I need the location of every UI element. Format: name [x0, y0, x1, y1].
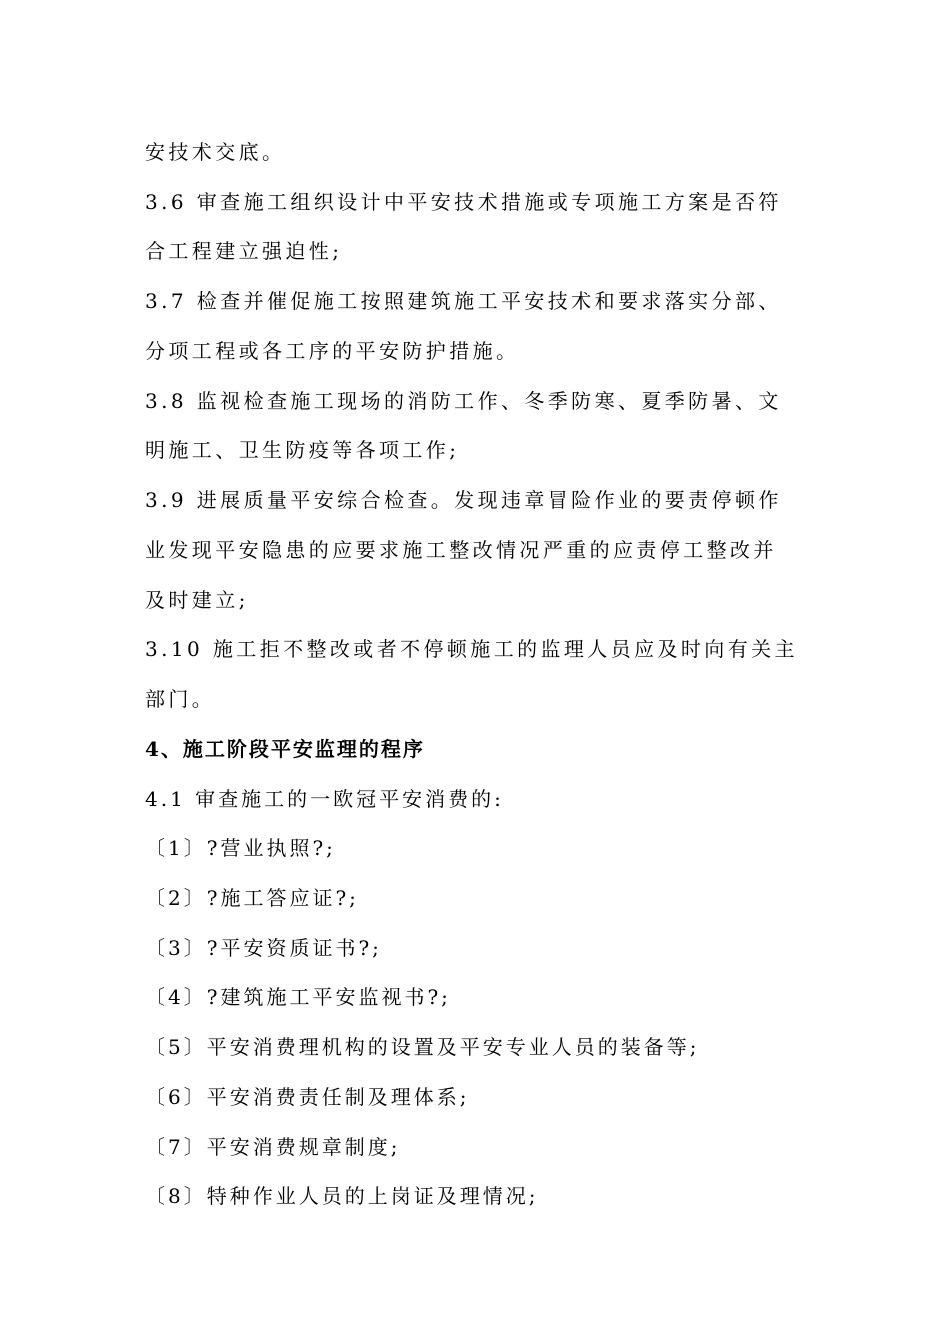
text-line: 安技术交底。: [145, 140, 286, 164]
list-item: 〔8〕特种作业人员的上岗证及理情况;: [145, 1184, 539, 1208]
text-line: 4.1 审查施工的一欧冠平安消费的:: [145, 787, 504, 811]
list-item: 〔2〕?施工答应证?;: [145, 886, 359, 910]
list-item: 〔3〕?平安资质证书?;: [145, 936, 382, 960]
text-line: 部门。: [145, 687, 216, 711]
text-line: 3.6 审查施工组织设计中平安技术措施或专项施工方案是否符: [145, 190, 782, 214]
text-line: 明施工、卫生防疫等各项工作;: [145, 438, 460, 462]
text-line: 业发现平安隐患的应要求施工整改情况严重的应责停工整改并: [145, 538, 777, 562]
list-item: 〔1〕?营业执照?;: [145, 836, 336, 860]
text-line: 3.7 检查并催促施工按照建筑施工平安技术和要求落实分部、: [145, 289, 782, 313]
list-item: 〔4〕?建筑施工平安监视书?;: [145, 985, 451, 1009]
list-item: 〔7〕平安消费规章制度;: [145, 1135, 401, 1159]
text-line: 3.9 进展质量平安综合检查。发现违章冒险作业的要责停顿作: [145, 488, 782, 512]
list-item: 〔6〕平安消费责任制及理体系;: [145, 1085, 470, 1109]
list-item: 〔5〕平安消费理机构的设置及平安专业人员的装备等;: [145, 1035, 700, 1059]
section-heading: 4、施工阶段平安监理的程序: [145, 737, 425, 761]
text-line: 及时建立;: [145, 588, 249, 612]
text-line: 分项工程或各工序的平安防护措施。: [145, 339, 520, 363]
text-line: 3.10 施工拒不整改或者不停顿施工的监理人员应及时向有关主: [145, 637, 798, 661]
text-line: 合工程建立强迫性;: [145, 239, 343, 263]
text-line: 3.8 监视检查施工现场的消防工作、冬季防寒、夏季防暑、文: [145, 389, 782, 413]
